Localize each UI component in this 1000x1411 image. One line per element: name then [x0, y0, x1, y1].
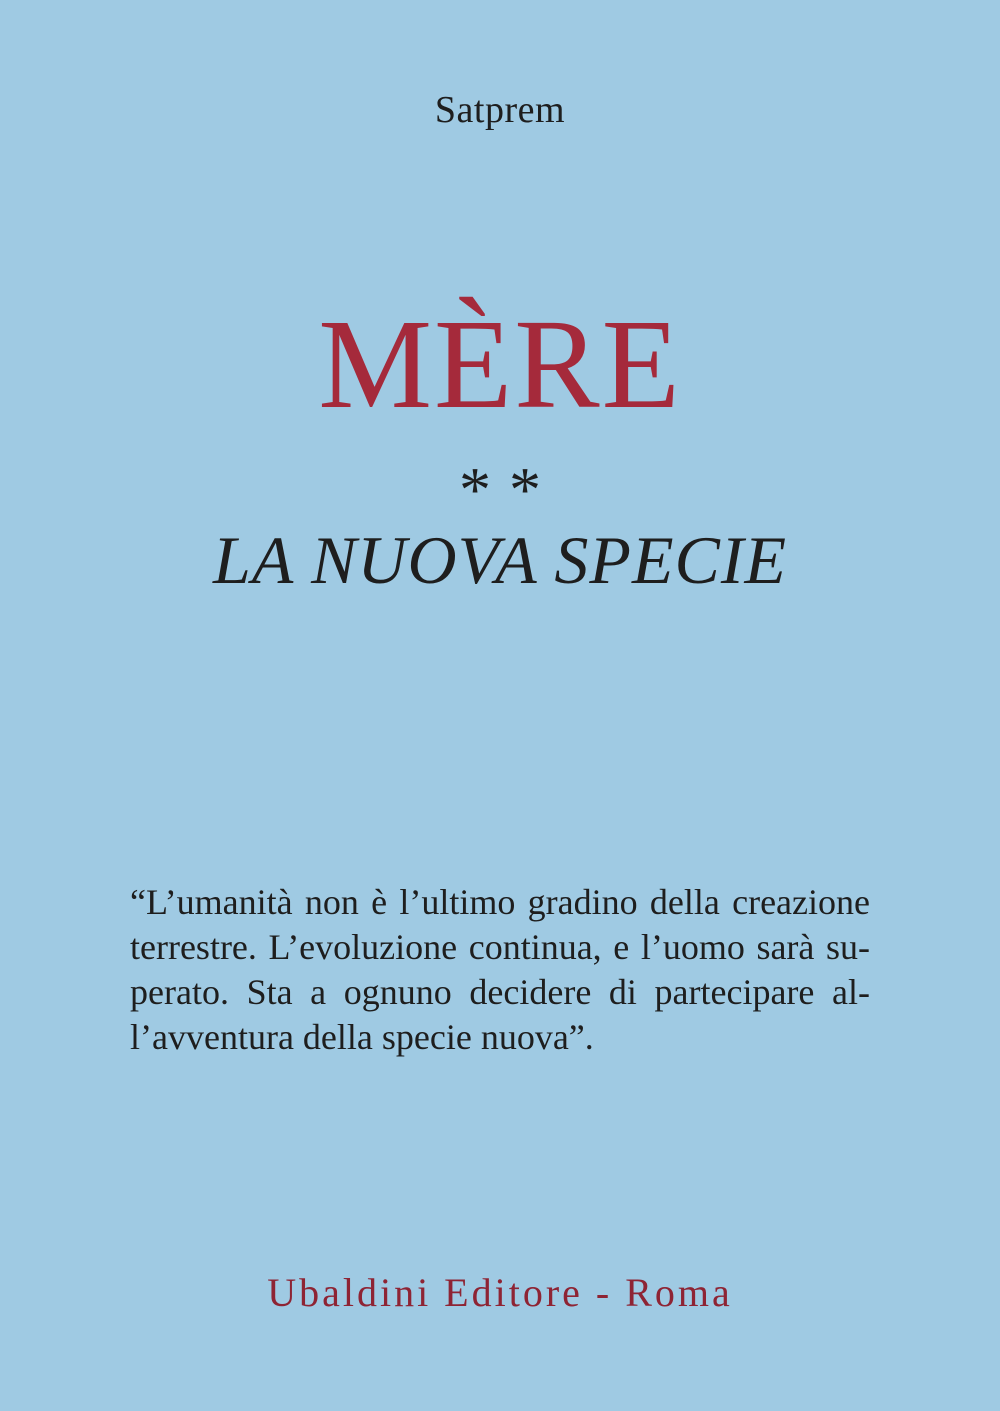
quote-line: terrestre. L’evoluzione continua, e l’uomo sarà su- [130, 927, 870, 967]
volume-marker: ** [459, 454, 559, 525]
quote-line: perato. Sta a ognuno decidere di partecipare al- [130, 972, 870, 1012]
quote-line: “L’umanità non è l’ultimo gradino della creazione [130, 882, 870, 922]
author-name: Satprem [434, 89, 566, 131]
back-quote [130, 880, 870, 1060]
book-title: MÈRE [318, 293, 682, 435]
publisher-name: Ubaldini Editore - Roma [267, 1270, 733, 1315]
book-subtitle: LA NUOVA SPECIE [212, 522, 788, 598]
quote-line: l’avventura della specie nuova”. [130, 1017, 594, 1057]
